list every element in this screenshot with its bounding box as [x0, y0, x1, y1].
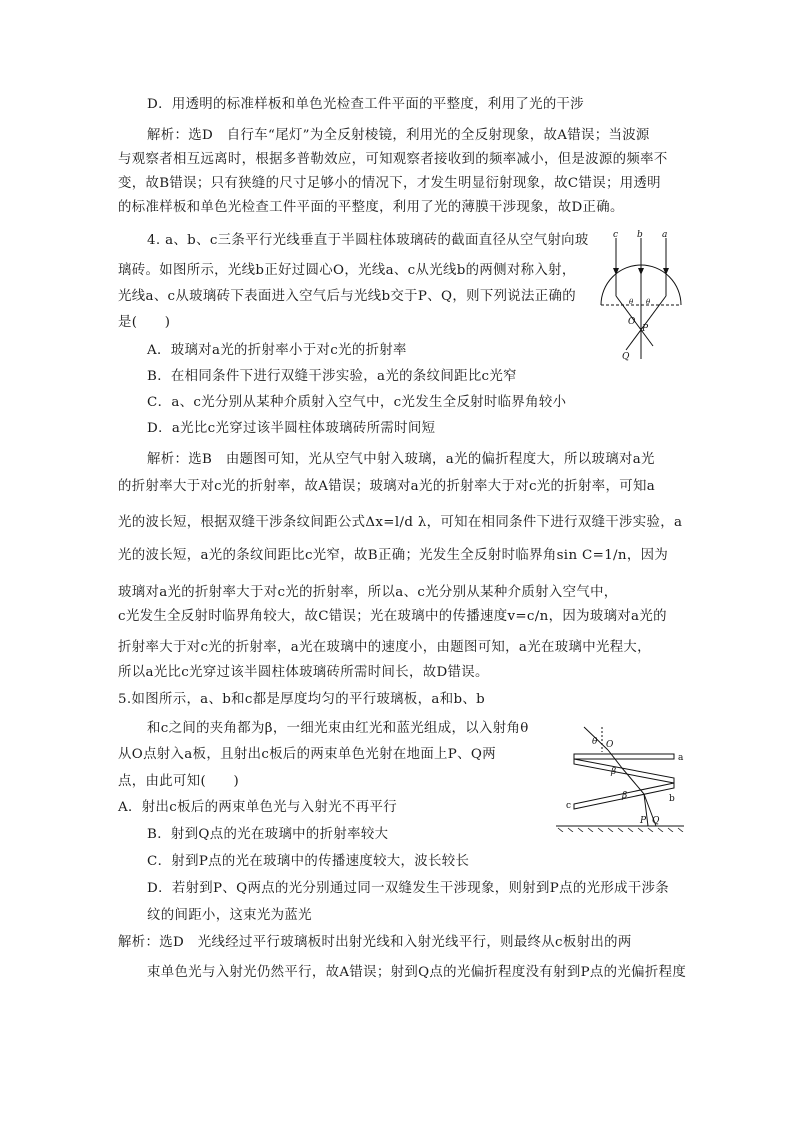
label: P	[640, 816, 647, 826]
label: a	[662, 230, 668, 240]
text-line: 点，由此可知( )	[118, 774, 240, 789]
label: Q	[622, 352, 630, 362]
label: θ	[592, 737, 598, 747]
label: β	[622, 791, 628, 801]
text-line: 5.如图所示，a、b和c都是厚度均匀的平行玻璃板，a和b、b	[118, 692, 486, 707]
option-c: C．a、c光分别从某种介质射入空气中，c光发生全反射时临界角较小	[147, 395, 567, 410]
label: O	[606, 740, 614, 750]
option-a: B．射到Q点的光在玻璃中的折射率较大	[147, 827, 389, 842]
label: O	[628, 317, 636, 327]
label: b	[669, 794, 675, 804]
option-b: C．射到P点的光在玻璃中的传播速度较大，波长较长	[147, 854, 470, 869]
text-line: 解析：选D 光线经过平行玻璃板时出射光线和入射光线平行，则最终从c板射出的两	[118, 935, 632, 950]
text-line: 光线a、c从玻璃砖下表面进入空气后与光线b交于P、Q，则下列说法正确的	[118, 289, 577, 304]
text-line: 的折射率大于对c光的折射率，故A错误；玻璃对a光的折射率大于对c光的折射率，可知a	[118, 479, 656, 494]
label: b	[637, 230, 643, 240]
solution-4: 解析：选B 由题图可知，光从空气中射入玻璃，a光的偏折程度大，所以玻璃对a光	[147, 452, 655, 467]
glass-plates-figure	[556, 722, 686, 832]
label: θ	[629, 298, 634, 306]
option-c: D．若射到P、Q两点的光分别通过同一双缝发生干涉现象，则射到P点的光形成干涉条	[147, 881, 670, 896]
label: Q	[652, 816, 660, 826]
question-5-stem: 和c之间的夹角都为β，一细光束由红光和蓝光组成，以入射角θ	[147, 721, 529, 736]
option-d: D．a光比c光穿过该半圆柱体玻璃砖所需时间短	[147, 421, 436, 436]
label: P	[642, 324, 649, 334]
text-line: 折射率大于对c光的折射率，a光在玻璃中的速度小，由题图可知，a光在玻璃中光程大，	[118, 640, 651, 655]
label: c	[613, 230, 619, 240]
text-line: D．用透明的标准样板和单色光检查工件平面的平整度，利用了光的干涉	[147, 97, 585, 112]
text-line: 的标准样板和单色光检查工件平面的平整度，利用了光的薄膜干涉现象，故D正确。	[118, 200, 624, 215]
text-line: 与观察者相互远离时，根据多普勒效应，可知观察者接收到的频率减小，但是波源的频率不	[118, 152, 668, 167]
text-line: A．射出c板后的两束单色光与入射光不再平行	[118, 800, 397, 815]
option-d: 纹的间距小，这束光为蓝光	[147, 908, 312, 923]
semicylinder-figure	[596, 228, 686, 363]
label: c	[566, 801, 572, 811]
text-line: c光发生全反射时临界角较大，故C错误；光在玻璃中的传播速度v=c/n，因为玻璃对a光的	[118, 609, 667, 624]
text-line: 解析：选D 自行车“尾灯”为全反射棱镜，利用光的全反射现象，故A错误；当波源	[147, 128, 650, 143]
text-line: 从O点射入a板，且射出c板后的两束单色光射在地面上P、Q两	[118, 747, 496, 762]
text-line: 所以a光比c光穿过该半圆柱体玻璃砖所需时间长，故D错误。	[118, 665, 489, 680]
option-a: A．玻璃对a光的折射率小于对c光的折射率	[147, 343, 407, 358]
label: β	[611, 767, 617, 777]
text-line: 变，故B错误；只有狭缝的尺寸足够小的情况下，才发生明显衍射现象，故C错误；用透明	[118, 176, 661, 191]
question-4-stem: 4. a、b、c三条平行光线垂直于半圆柱体玻璃砖的截面直径从空气射向玻	[147, 233, 589, 248]
solution-5: 束单色光与入射光仍然平行，故A错误；射到Q点的光偏折程度没有射到P点的光偏折程度	[147, 965, 687, 980]
text-line: 璃砖。如图所示，光线b正好过圆心O，光线a、c从光线b的两侧对称入射，	[118, 263, 576, 278]
text-line: 光的波长短，a光的条纹间距比c光窄，故B正确；光发生全反射时临界角sin C=1/n，因为	[118, 548, 669, 563]
option-b: B．在相同条件下进行双缝干涉实验，a光的条纹间距比c光窄	[147, 369, 517, 384]
text-line: 光的波长短，根据双缝干涉条纹间距公式Δx=l/d λ，可知在相同条件下进行双缝干涉实验，a	[118, 515, 683, 530]
label: θ	[646, 298, 651, 306]
text-line: 是( )	[118, 315, 171, 330]
label: a	[678, 753, 684, 763]
text-line: 玻璃对a光的折射率大于对c光的折射率，所以a、c光分别从某种介质射入空气中，	[118, 585, 618, 600]
